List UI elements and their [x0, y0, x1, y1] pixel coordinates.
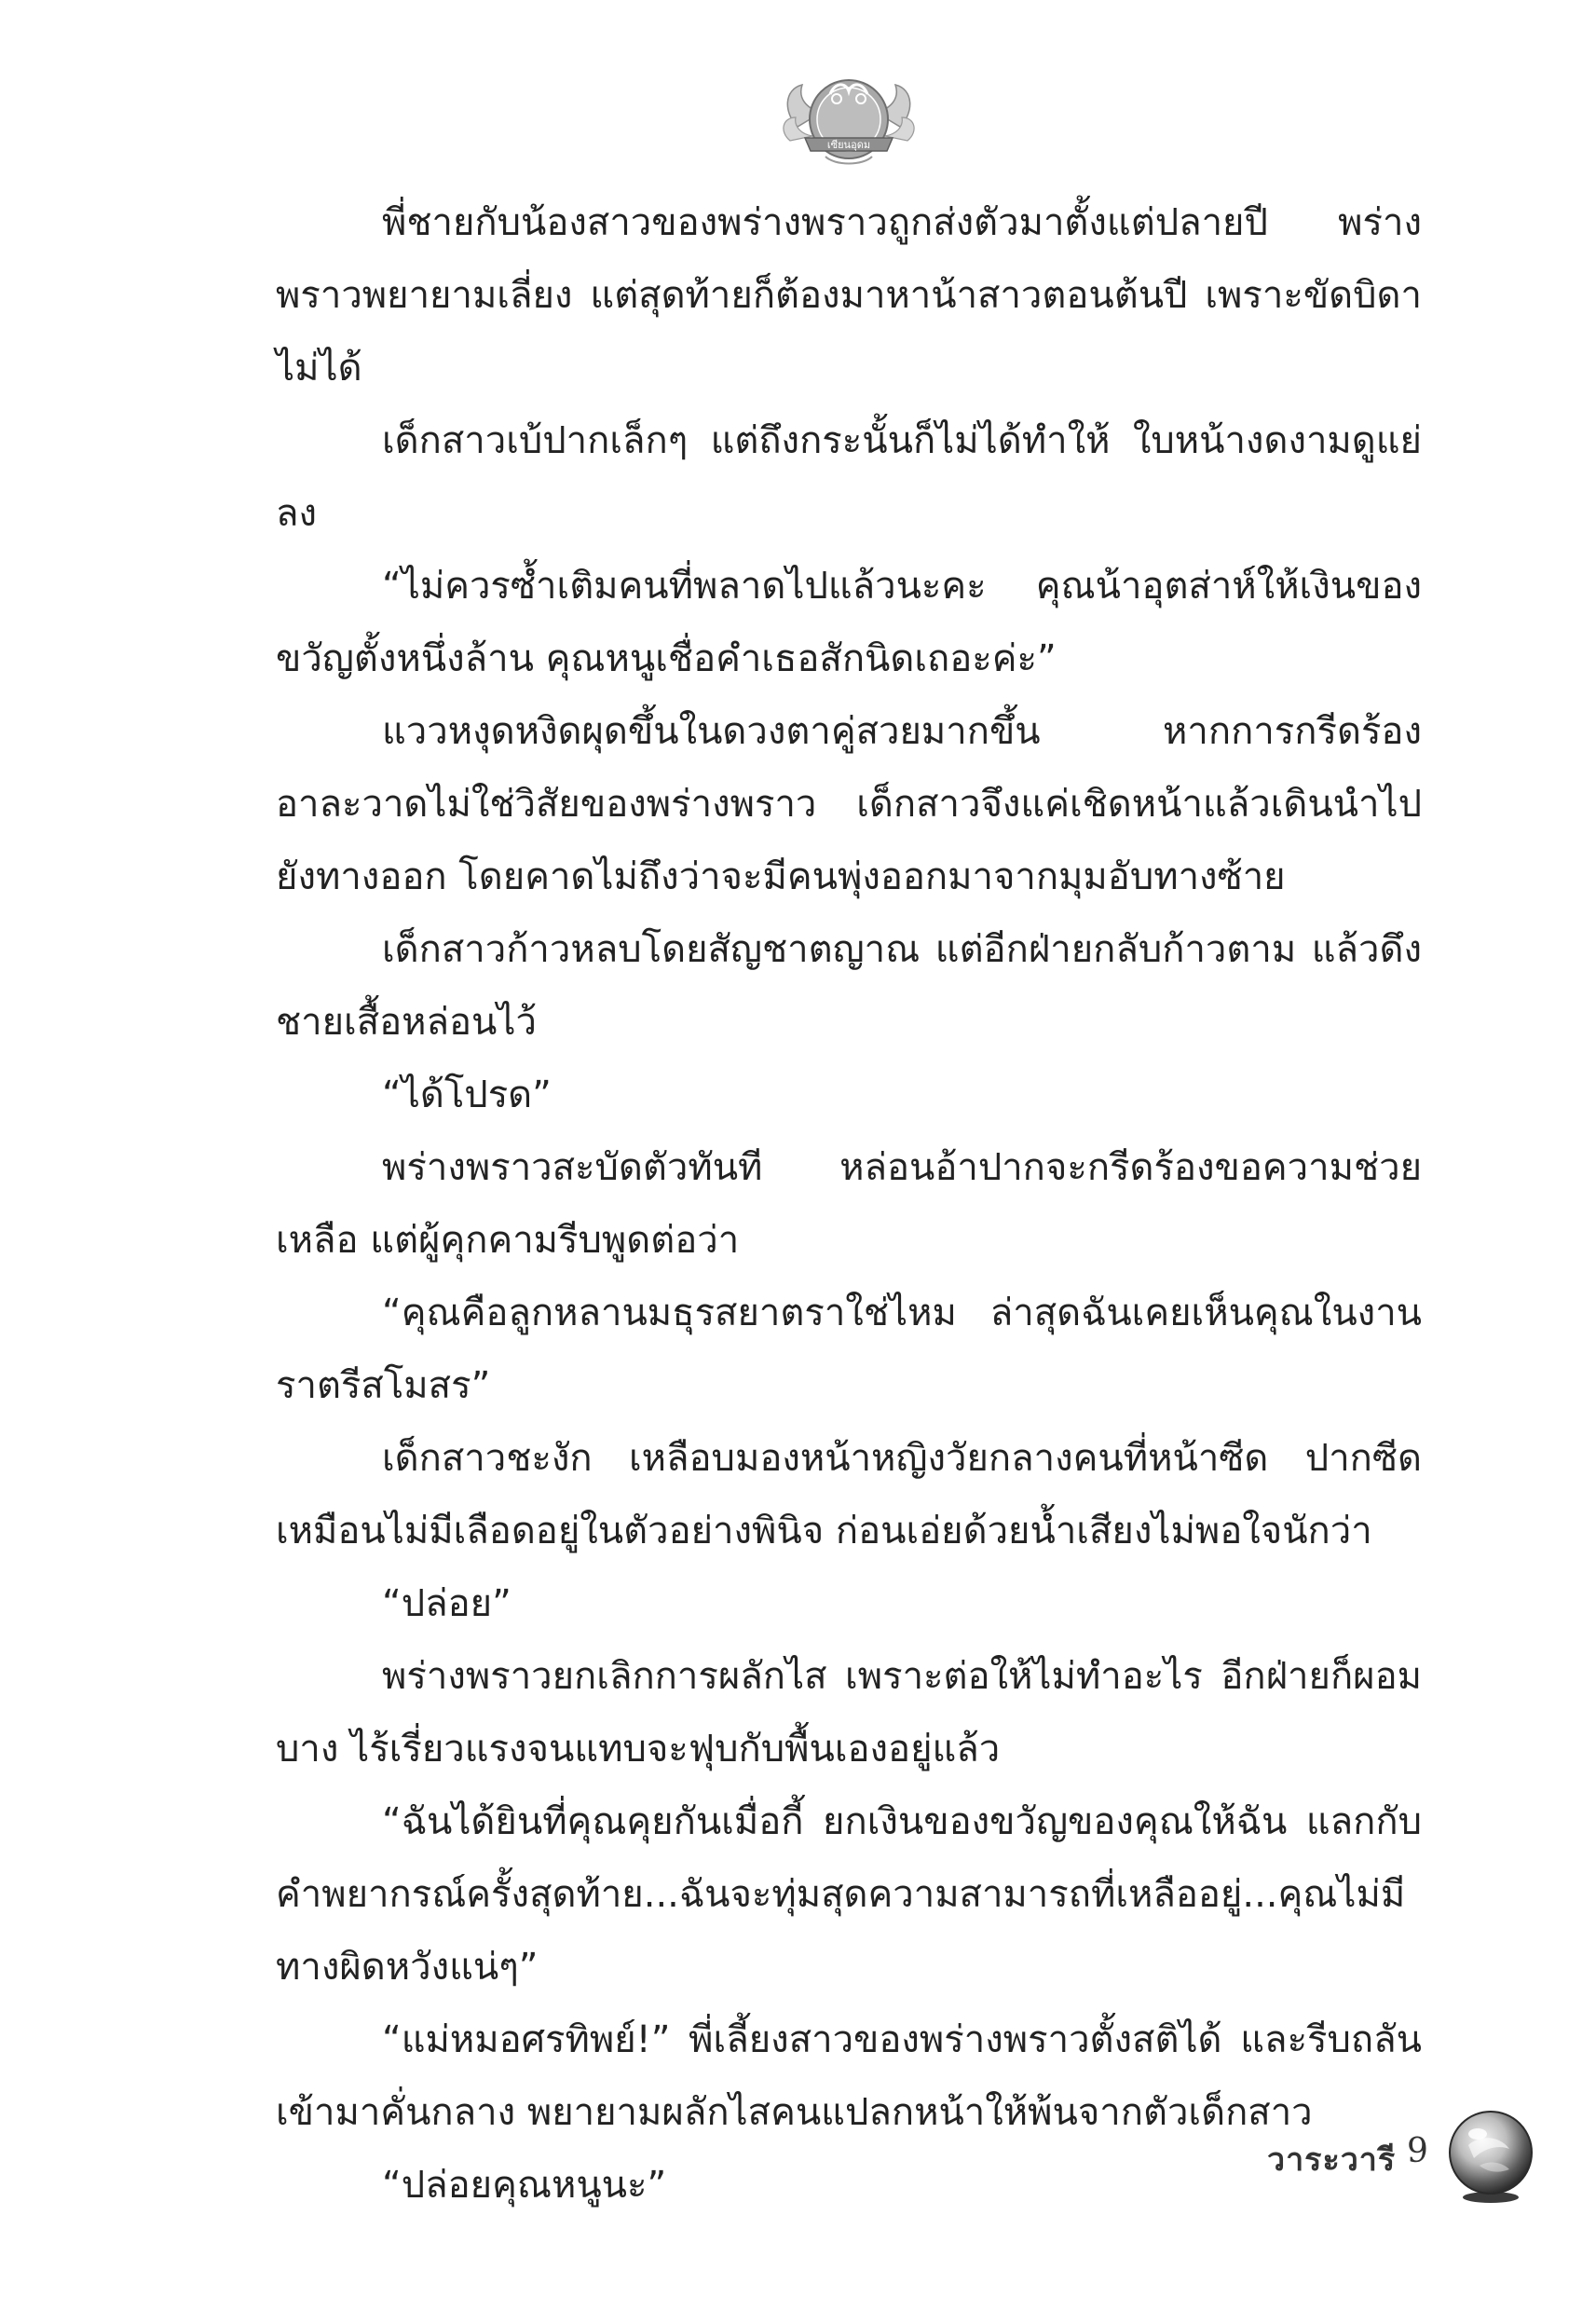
paragraph: แววหงุดหงิดผุดขึ้นในดวงตาคู่สวยมากขึ้น หากการกรีดร้องอาละวาดไม่ใช่วิสัยของพร่างพราว เด็กสาวจึงแค่เชิดหน้าแล้วเดินนำไปยังทางออก โดยคาดไม่ถึงว่าจะมีคนพุ่งออกมาจากมุมอับทางซ้าย	[276, 710, 1422, 898]
paragraph: “ไม่ควรซ้ำเติมคนที่พลาดไปแล้วนะคะ คุณน้าอุตส่าห์ให้เงินของขวัญตั้งหนึ่งล้าน คุณหนูเชื่อคำเธอสักนิดเถอะค่ะ”	[276, 565, 1422, 680]
paragraph: พร่างพราวสะบัดตัวทันที หล่อนอ้าปากจะกรีดร้องขอความช่วยเหลือ แต่ผู้คุกคามรีบพูดต่อว่า	[276, 1146, 1422, 1262]
paragraph: เด็กสาวชะงัก เหลือบมองหน้าหญิงวัยกลางคนที่หน้าซีด ปากซีดเหมือนไม่มีเลือดอยู่ในตัวอย่างพินิจ ก่อนเอ่ยด้วยน้ำเสียงไม่พอใจนักว่า	[276, 1437, 1422, 1552]
paragraph: พี่ชายกับน้องสาวของพร่างพราวถูกส่งตัวมาตั้งแต่ปลายปี พร่างพราวพยายามเลี่ยง แต่สุดท้ายก็ต้องมาหาน้าสาวตอนต้นปี เพราะขัดบิดาไม่ได้	[276, 201, 1422, 390]
paragraph: “คุณคือลูกหลานมธุรสยาตราใช่ไหม ล่าสุดฉันเคยเห็นคุณในงานราตรีสโมสร”	[276, 1292, 1422, 1407]
paragraph: เด็กสาวก้าวหลบโดยสัญชาตญาณ แต่อีกฝ่ายกลับก้าวตาม แล้วดึงชายเสื้อหล่อนไว้	[276, 928, 1422, 1044]
winged-emblem-icon	[779, 62, 919, 173]
book-title: วาระวารี	[1267, 2141, 1397, 2179]
paragraph: เด็กสาวเบ้ปากเล็กๆ แต่ถึงกระนั้นก็ไม่ได้ทำให้ ใบหน้างดงามดูแย่ลง	[276, 419, 1422, 535]
paragraph: “ปล่อย”	[382, 1582, 512, 1625]
page-footer	[1267, 2108, 1528, 2210]
paragraph: พร่างพราวยกเลิกการผลักไส เพราะต่อให้ไม่ทำอะไร อีกฝ่ายก็ผอมบาง ไร้เรี่ยวแรงจนแทบจะฟุบกับพื้นเองอยู่แล้ว	[276, 1655, 1422, 1771]
paragraph: “ปล่อยคุณหนูนะ”	[382, 2164, 667, 2207]
paragraph: “ได้โปรด”	[382, 1073, 552, 1116]
crystal-ball-icon	[1442, 2108, 1539, 2205]
paragraph: “แม่หมอศรทิพย์!” พี่เลี้ยงสาวของพร่างพราวตั้งสติได้ และรีบถลันเข้ามาคั่นกลาง พยายามผลักไสคนแปลกหน้าให้พ้นจากตัวเด็กสาว	[276, 2018, 1422, 2134]
paragraph: “ฉันได้ยินที่คุณคุยกันเมื่อกี้ ยกเงินของขวัญของคุณให้ฉัน แลกกับคำพยากรณ์ครั้งสุดท้าย...ฉันจะทุ่มสุดความสามารถที่เหลืออยู่...คุณไม่มีทางผิดหวังแน่ๆ”	[276, 1800, 1422, 1989]
page-number: 9	[1407, 2132, 1428, 2170]
emblem-label: เซียนอุดม	[826, 139, 871, 151]
